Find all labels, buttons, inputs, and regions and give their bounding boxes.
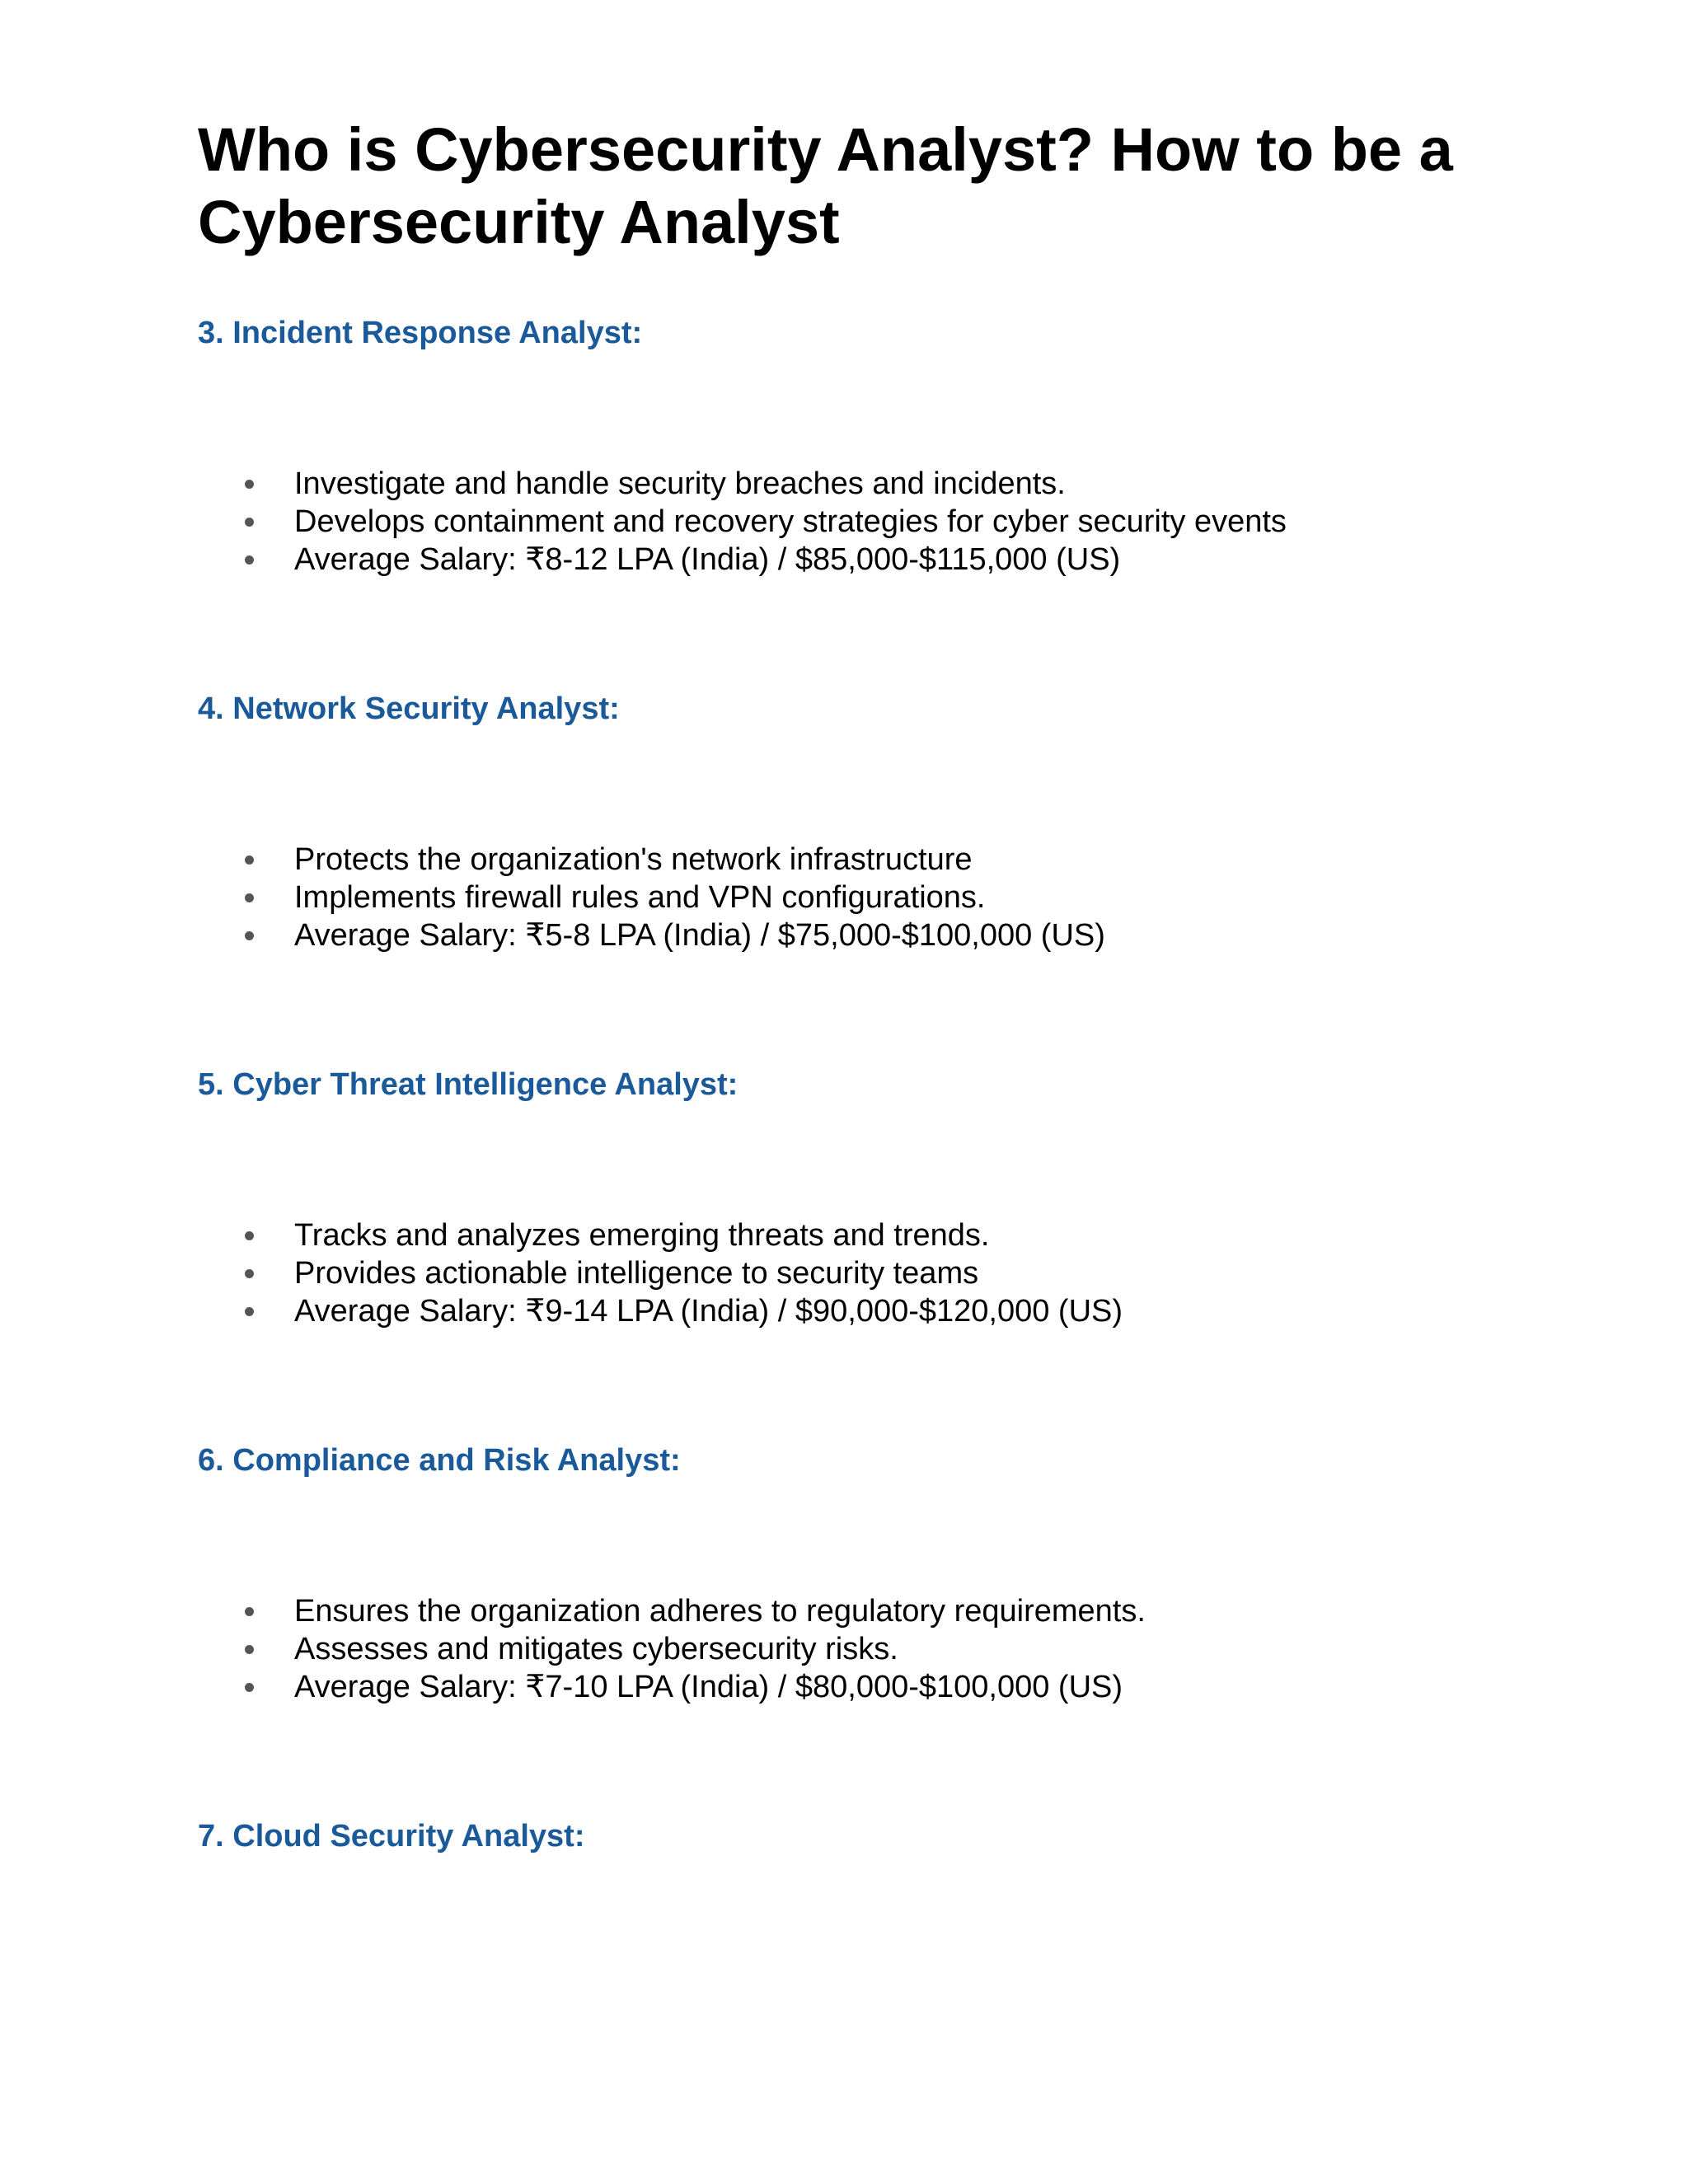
bullet-icon [245, 931, 254, 940]
bullet-icon [245, 1683, 254, 1692]
section-heading: 5. Cyber Threat Intelligence Analyst: [198, 1067, 738, 1102]
section-network-security [198, 691, 1533, 953]
bullet-list [198, 1592, 1146, 1706]
list-item [198, 916, 1105, 954]
list-item-text: Average Salary: ₹7-10 LPA (India) / $80,000-$100,000 (US) [294, 1670, 1123, 1704]
list-item-text: Average Salary: ₹8-12 LPA (India) / $85,000-$115,000 (US) [294, 542, 1121, 577]
section-heading: 4. Network Security Analyst: [198, 691, 620, 726]
bullet-icon [245, 1645, 254, 1654]
list-item [198, 1292, 1123, 1330]
list-item [198, 541, 1287, 579]
bullet-icon [245, 1231, 254, 1240]
bullet-icon [245, 1607, 254, 1616]
list-item [198, 503, 1287, 541]
list-item-text: Protects the organization's network infrastructure [294, 842, 973, 877]
list-item [198, 1630, 1146, 1668]
list-item-text: Ensures the organization adheres to regulatory requirements. [294, 1594, 1146, 1629]
list-item-text: Provides actionable intelligence to security teams [294, 1256, 979, 1291]
bullet-icon [245, 855, 254, 865]
section-incident-response [198, 315, 1533, 577]
list-item [198, 1592, 1146, 1630]
section-heading: 3. Incident Response Analyst: [198, 316, 643, 350]
bullet-list [198, 1216, 1123, 1330]
bullet-icon [245, 1307, 254, 1316]
section-heading: 7. Cloud Security Analyst: [198, 1819, 585, 1854]
bullet-icon [245, 1269, 254, 1278]
section-compliance-risk [198, 1442, 1533, 1704]
list-item-text: Assesses and mitigates cybersecurity risks. [294, 1632, 898, 1666]
list-item-text: Tracks and analyzes emerging threats and trends. [294, 1218, 990, 1253]
bullet-icon [245, 480, 254, 489]
list-item-text: Implements firewall rules and VPN configurations. [294, 880, 986, 915]
section-threat-intelligence [198, 1066, 1533, 1329]
list-item-text: Investigate and handle security breaches and incidents. [294, 466, 1066, 501]
section-heading: 6. Compliance and Risk Analyst: [198, 1443, 681, 1478]
bullet-icon [245, 518, 254, 527]
list-item-text: Average Salary: ₹5-8 LPA (India) / $75,000-$100,000 (US) [294, 918, 1105, 953]
list-item-text: Average Salary: ₹9-14 LPA (India) / $90,000-$120,000 (US) [294, 1294, 1123, 1329]
section-cloud-security [198, 1818, 1533, 1854]
list-item [198, 841, 1105, 879]
page-title: Who is Cybersecurity Analyst? How to be a Cybersecurity Analyst [198, 115, 1453, 256]
bullet-list [198, 465, 1287, 579]
list-item-text: Develops containment and recovery strategies for cyber security events [294, 504, 1287, 539]
bullet-icon [245, 555, 254, 565]
list-item [198, 1668, 1146, 1706]
list-item [198, 1254, 1123, 1292]
bullet-icon [245, 893, 254, 902]
list-item [198, 879, 1105, 916]
bullet-list [198, 841, 1105, 954]
list-item [198, 465, 1287, 503]
list-item [198, 1216, 1123, 1254]
